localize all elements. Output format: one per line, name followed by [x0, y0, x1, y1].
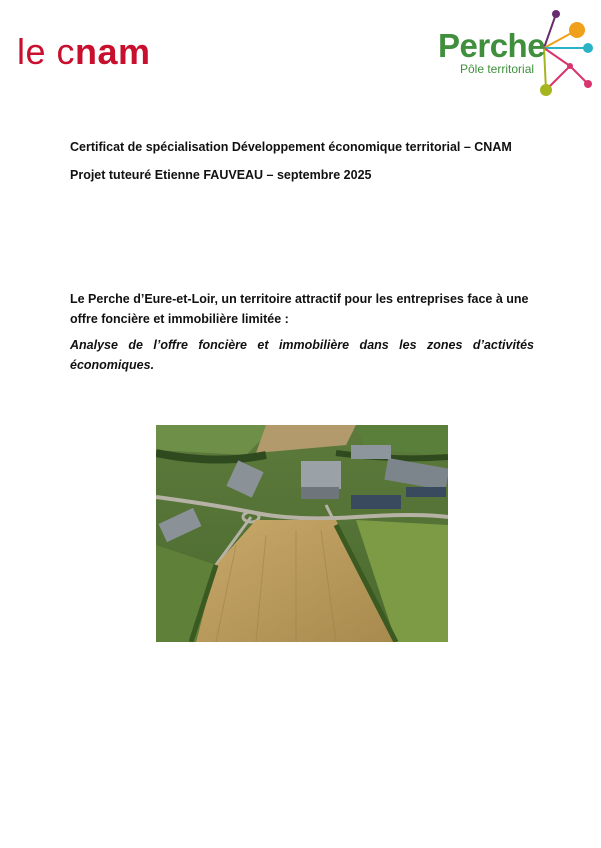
perche-logo-subtitle [460, 62, 534, 76]
perche-logo [432, 8, 597, 98]
perche-logo-subtitle-text: Pôle territorial [460, 62, 535, 76]
aerial-photo [156, 425, 448, 642]
certificate-line: Certificat de spécialisation Développement économique territorial – CNAM [70, 140, 512, 154]
title-line-2: offre foncière et immobilière limitée : [70, 312, 289, 326]
document-title [70, 289, 534, 329]
cnam-logo-part2: nam [75, 31, 151, 72]
perche-logo-word: Perche [438, 27, 546, 64]
cnam-logo [17, 30, 151, 74]
title-line-1: Le Perche d’Eure-et-Loir, un territoire attractif pour les entreprises face à une [70, 292, 529, 306]
project-line: Projet tuteuré Etienne FAUVEAU – septembre 2025 [70, 168, 372, 182]
document-subtitle: Analyse de l’offre foncière et immobilière dans les zones d’activités économiques. [70, 338, 534, 372]
cnam-logo-part1: le c [17, 31, 76, 72]
